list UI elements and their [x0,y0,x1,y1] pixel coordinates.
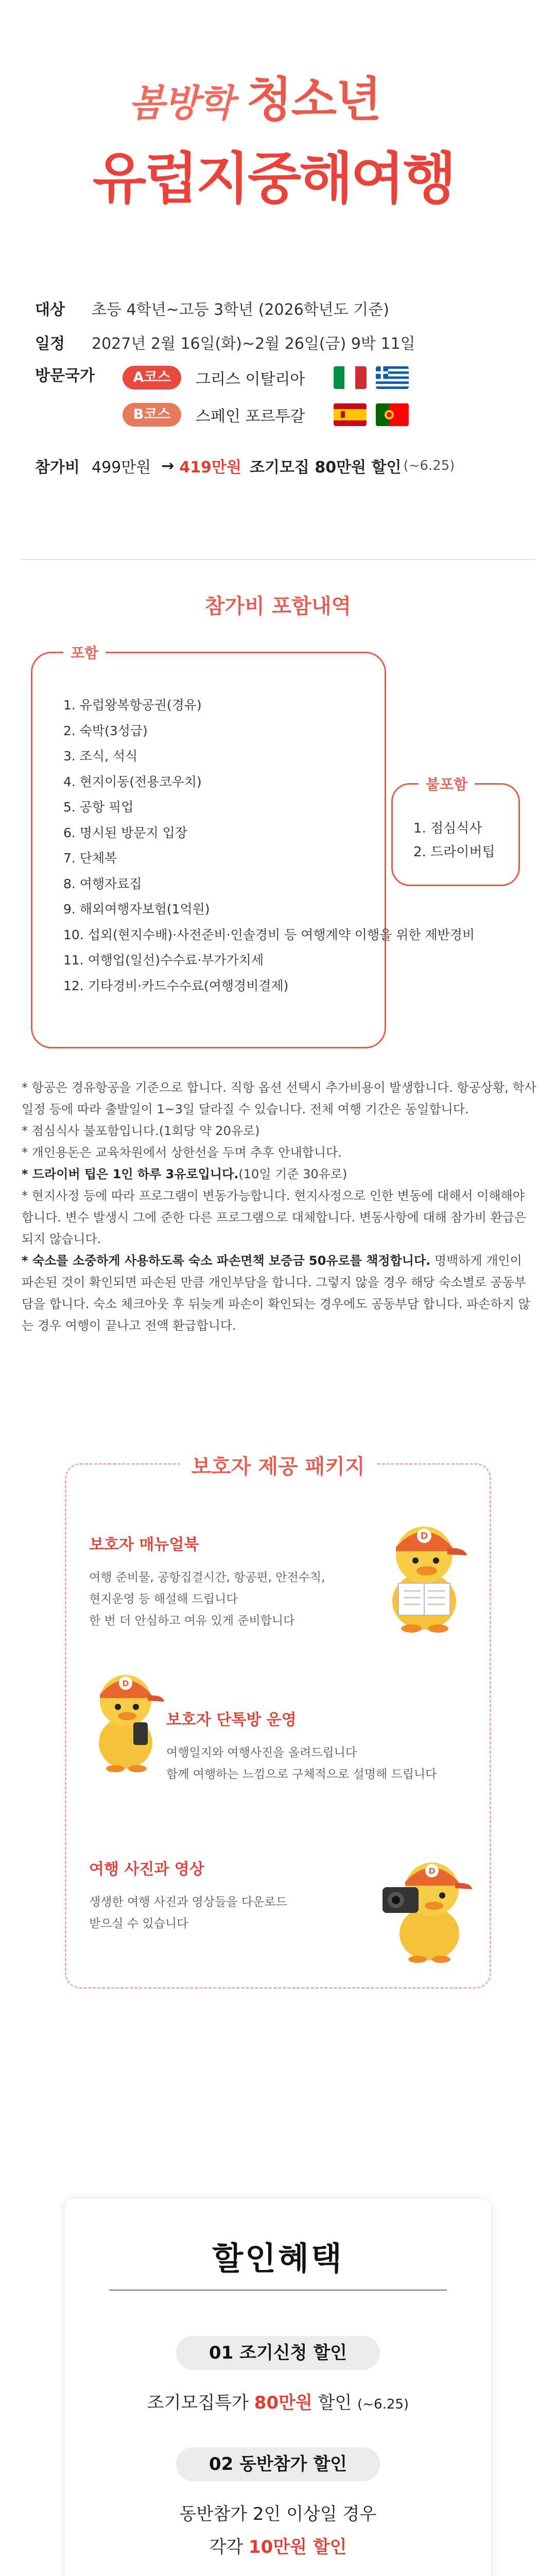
list-item: 2. 드라이버팁 [413,844,495,860]
course-b-row [35,396,529,433]
note-item: * 드라이버 팁은 1인 하루 3유로입니다.(10일 기준 30유로) [22,1167,348,1181]
discount-badge: 02 동반참가 할인 [176,2447,380,2481]
target-row [35,291,529,325]
schedule-label: 일정 [35,335,65,353]
excluded-tag: 불포함 [419,773,475,794]
package-item-desc: 여행일지와 여행사진을 올려드립니다 함께 여행하는 느낌으로 구체적으로 설명해 드립니다 [166,1746,437,1781]
list-item: 12. 기타경비·카드수수료(여행경비결제) [63,978,289,993]
course-a-badge: A코스 [123,366,181,389]
discount-line: 조기모집특가 80만원 할인 (~6.25) [147,2393,409,2413]
package-item-heading: 여행 사진과 영상 [89,1860,204,1878]
portugal-flag-icon [376,403,409,426]
svg-text:D: D [420,1531,428,1541]
countries-label: 방문국가 [35,367,95,385]
list-item: 3. 조식, 석식 [63,749,138,764]
note-item: * 현지사정 등에 따라 프로그램이 변동가능합니다. 현지사정으로 인한 변동에 대해서 이해해야 합니다. 변수 발생시 그에 준한 다른 프로그램으로 대체합니다. 변동사항에 대해 참가비 환급은 되지 않습니다. [22,1189,527,1246]
hero-title-line2: 유럽지중해여행 [93,147,455,211]
greece-flag-icon [376,366,409,389]
list-item: 8. 여행자료집 [63,876,142,891]
list-item: 10. 섭외(현지수배)·사전준비·인솔경비 등 여행계약 이행을 위한 제반경비 [63,927,475,942]
duck-phone-icon [87,1660,164,1774]
duck-reading-icon [375,1511,473,1635]
discount-badge: 01 조기신청 할인 [176,2336,380,2370]
list-item: 1. 점심식사 [413,821,482,836]
list-item: 9. 해외여행자보험(1억원) [63,902,210,917]
package-item-desc: 여행 준비물, 공항집결시간, 항공편, 안전수칙, 현지운영 등 해설해 드립니다 한 번 더 안심하고 여유 있게 준비합니다 [89,1571,325,1628]
discount-line: 각각 10만원 할인 [209,2537,347,2557]
hero-title-small: 봄방학 [129,81,233,125]
price-new: 419만원 [179,459,241,477]
package-item-desc: 생생한 여행 사진과 영상들을 다운로드 받으실 수 있습니다 [89,1895,287,1930]
list-item: 6. 명시된 방문지 입장 [63,825,187,840]
hero-title-line1 [129,62,380,130]
spain-flag-icon [334,403,367,426]
course-a-row [35,359,529,396]
price-row [35,444,529,488]
course-b-countries: 스페인 포르투갈 [196,408,305,426]
price-arrow: → [161,456,175,475]
notes [22,1077,536,1336]
list-item: 2. 숙박(3성급) [63,723,148,738]
hero-title-main: 청소년 [246,72,381,127]
discount-line: 동반참가 2인 이상일 경우 [179,2504,377,2524]
italy-flag-icon [334,366,367,389]
note-item: * 항공은 경유항공을 기준으로 합니다. 직항 옵션 선택시 추가비용이 발생합니다. 항공상황, 학사일정 등에 따라 출발일이 1~3일 달라질 수 있습니다. 전체 여행 기간은 동일합니다. [22,1080,536,1116]
svg-text:D: D [428,1866,436,1876]
package-item-heading: 보호자 단톡방 운영 [166,1711,297,1729]
note-item: * 숙소를 소중하게 사용하도록 숙소 파손면책 보증금 50유로를 책정합니다. 명백하게 개인이 파손된 것이 확인되면 파손된 만큼 개인부담을 합니다. 그렇지 않을 경우 해당 숙소별로 공동부담을 합니다. 숙소 체크아웃 후 뒤늦게 파손이 확인되는 경우에도 공동부담 합니다. 파손하지 않는 경우 여행이 끝나고 전액 환급합니다. [22,1253,530,1333]
target-value: 초등 4학년~고등 3학년 (2026학년도 기준) [92,301,389,319]
list-item: 4. 현지이동(전용코우치) [63,774,202,789]
trip-info [35,291,529,488]
price-label: 참가비 [35,459,80,477]
parent-package-title: 보호자 제공 패키지 [66,1450,490,1480]
discount-title-underline [109,2290,447,2291]
package-item-heading: 보호자 매뉴얼북 [89,1536,199,1554]
target-label: 대상 [35,301,65,319]
course-a-countries: 그리스 이탈리아 [196,370,305,388]
duck-camera-icon [380,1846,473,1964]
included-section-title: 참가비 포함내역 [204,595,352,618]
note-item: * 점심식사 불포함입니다.(1회당 약 20유로) [22,1124,260,1138]
included-tag: 포함 [63,642,106,663]
excluded-list [413,817,495,864]
parent-package-box [65,1455,491,1989]
schedule-value: 2027년 2월 16일(화)~2월 26일(금) 9박 11일 [92,335,415,353]
list-item: 1. 유럽왕복항공권(경유) [63,698,202,713]
package-item-media [89,1856,287,1935]
list-item: 7. 단체복 [63,851,117,866]
divider [21,559,535,560]
excluded-box [391,776,520,886]
schedule-row [35,325,529,359]
list-item: 5. 공항 픽업 [63,800,134,815]
note-item: * 개인용돈은 교육차원에서 상한선을 두며 추후 안내합니다. [22,1145,342,1160]
discount-title: 할인혜택 [212,2240,344,2277]
course-b-badge: B코스 [123,403,181,427]
price-note: (~6.25) [403,458,455,473]
svg-text:D: D [122,1679,129,1688]
discount-card [65,2199,491,2576]
package-item-manual [89,1532,325,1632]
price-old: 499만원 [92,459,151,477]
hero-title [0,0,556,268]
price-earlybird: 조기모집 80만원 할인 [249,459,402,477]
list-item: 11. 여행업(일선)수수료·부가가치세 [63,953,264,968]
package-item-chatroom [166,1707,437,1785]
